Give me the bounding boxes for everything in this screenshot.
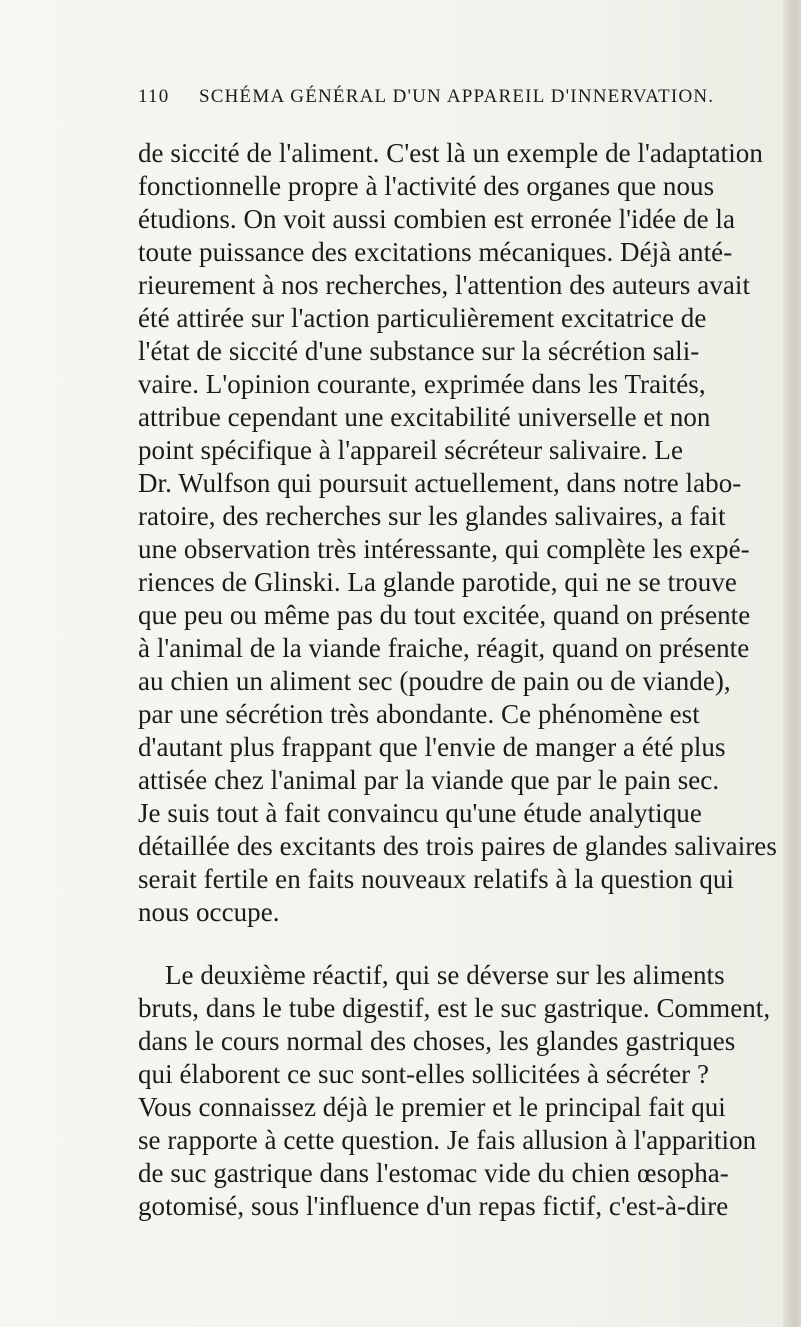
text-line: fonctionnelle propre à l'activité des organes que nous bbox=[138, 171, 715, 201]
text-line: attribue cependant une excitabilité universelle et non bbox=[138, 402, 711, 432]
text-line: gotomisé, sous l'influence d'un repas fictif, c'est-à-dire bbox=[138, 1191, 729, 1221]
page-edge-shadow bbox=[783, 0, 801, 1327]
text-line: que peu ou même pas du tout excitée, quand on présente bbox=[138, 600, 751, 630]
text-line: ratoire, des recherches sur les glandes salivaires, a fait bbox=[138, 501, 726, 531]
text-line: dans le cours normal des choses, les glandes gastriques bbox=[138, 1026, 736, 1056]
text-line: vaire. L'opinion courante, exprimée dans les Traités, bbox=[138, 369, 706, 399]
text-line: de siccité de l'aliment. C'est là un exemple de l'adaptation bbox=[138, 138, 763, 168]
text-line: Vous connaissez déjà le premier et le principal fait qui bbox=[138, 1092, 726, 1122]
text-line: de suc gastrique dans l'estomac vide du chien œsopha- bbox=[138, 1158, 729, 1188]
running-header bbox=[138, 86, 715, 116]
text-line: par une sécrétion très abondante. Ce phénomène est bbox=[138, 699, 700, 729]
text-line: riences de Glinski. La glande parotide, qui ne se trouve bbox=[138, 567, 737, 597]
text-line: attisée chez l'animal par la viande que par le pain sec. bbox=[138, 765, 720, 795]
text-line: Dr. Wulfson qui poursuit actuellement, dans notre labo- bbox=[138, 468, 742, 498]
text-line: une observation très intéressante, qui complète les expé- bbox=[138, 534, 750, 564]
text-line: serait fertile en faits nouveaux relatifs à la question qui bbox=[138, 864, 734, 894]
text-line: rieurement à nos recherches, l'attention des auteurs avait bbox=[138, 270, 751, 300]
text-line: détaillée des excitants des trois paires de glandes salivaires bbox=[138, 831, 777, 861]
text-line: nous occupe. bbox=[138, 897, 280, 927]
text-line: se rapporte à cette question. Je fais allusion à l'apparition bbox=[138, 1125, 757, 1155]
text-line: toute puissance des excitations mécaniques. Déjà anté- bbox=[138, 237, 733, 267]
text-line: qui élaborent ce suc sont-elles sollicitées à sécréter ? bbox=[138, 1059, 710, 1089]
text-line: été attirée sur l'action particulièrement excitatrice de bbox=[138, 303, 707, 333]
text-line: point spécifique à l'appareil sécréteur salivaire. Le bbox=[138, 435, 684, 465]
text-line: d'autant plus frappant que l'envie de manger a été plus bbox=[138, 732, 726, 762]
text-line: l'état de siccité d'une substance sur la sécrétion sali- bbox=[138, 336, 700, 366]
running-title: SCHÉMA GÉNÉRAL D'UN APPAREIL D'INNERVATION. bbox=[199, 86, 715, 107]
text-line: à l'animal de la viande fraiche, réagit, quand on présente bbox=[138, 633, 750, 663]
text-line: bruts, dans le tube digestif, est le suc gastrique. Comment, bbox=[138, 993, 771, 1023]
text-line: Je suis tout à fait convaincu qu'une étude analytique bbox=[138, 798, 702, 828]
page-number: 110 bbox=[138, 86, 170, 107]
text-line: étudions. On voit aussi combien est erronée l'idée de la bbox=[138, 204, 735, 234]
text-line: au chien un aliment sec (poudre de pain ou de viande), bbox=[138, 666, 731, 696]
text-line: Le deuxième réactif, qui se déverse sur les aliments bbox=[165, 960, 725, 990]
